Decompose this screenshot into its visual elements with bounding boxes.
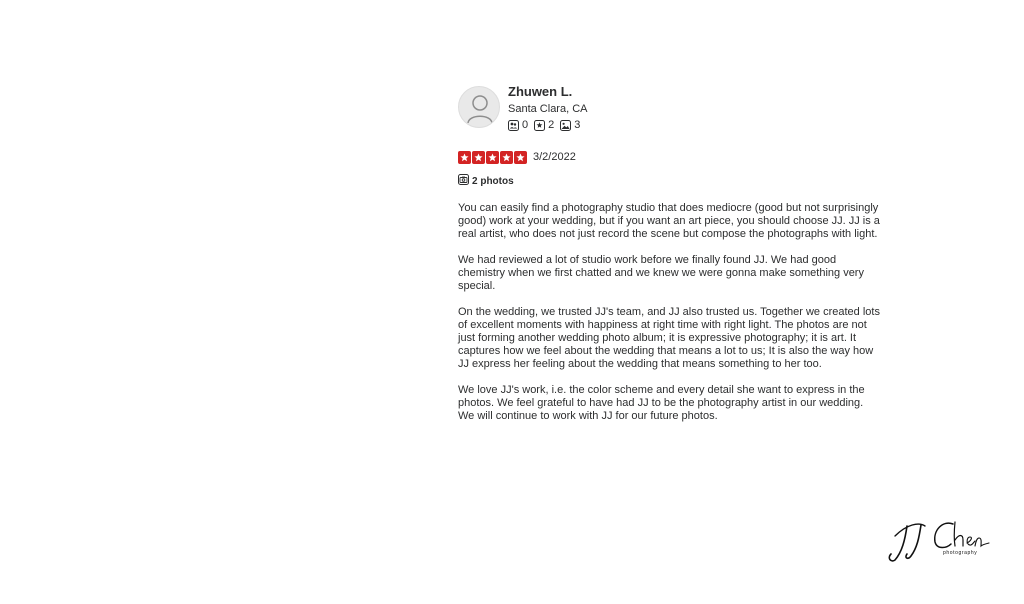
photos-icon [560, 120, 571, 131]
logo-caption: photography [943, 550, 978, 556]
reviewer-location: Santa Clara, CA [508, 103, 588, 115]
review-paragraph: You can easily find a photography studio that does mediocre (good but not surprisingly good) work at your wedding, but if you want an art piece, you should choose JJ. JJ is a real artist, who does not just record the scene but compose the photographs with light. [458, 202, 880, 240]
default-avatar-icon[interactable] [458, 86, 500, 128]
star-icon [486, 151, 499, 164]
star-icon [514, 151, 527, 164]
star-icon [472, 151, 485, 164]
jj-chen-photography-logo [885, 518, 993, 564]
review-paragraph: We love JJ's work, i.e. the color scheme and every detail she want to express in the photos. We feel grateful to have had JJ to be the photography artist in our wedding. We will continue to work with JJ for our future photos. [458, 384, 865, 422]
star-icon [458, 151, 471, 164]
photos-link-label: 2 photos [472, 175, 514, 187]
photos-stat [560, 119, 580, 131]
friends-count: 0 [522, 119, 529, 131]
reviewer-name[interactable]: Zhuwen L. [508, 84, 573, 99]
reviews-count: 2 [548, 119, 555, 131]
reviewer-header [458, 84, 882, 130]
review-date: 3/2/2022 [533, 151, 576, 163]
friends-icon [508, 120, 519, 131]
review-paragraph: We had reviewed a lot of studio work before we finally found JJ. We had good chemistry when we first chatted and we knew we were gonna make something very special. [458, 254, 864, 292]
review-paragraph: On the wedding, we trusted JJ's team, and JJ also trusted us. Together we created lots of excellent moments with happiness at right time with right light. The photos are not just forming another wedding photo album; it is expressive photography; it is art. It captures how we feel about the wedding that means a lot to us; It is also the way how JJ express her feeling about the wedding that means something to her too. [458, 306, 880, 370]
reviews-stat [534, 119, 554, 131]
reviews-icon [534, 120, 545, 131]
review-card [458, 84, 882, 436]
review-text [458, 202, 882, 423]
reviewer-stats [508, 119, 580, 131]
friends-stat [508, 119, 528, 131]
review-photos-link[interactable] [458, 174, 882, 188]
photos-count: 3 [574, 119, 581, 131]
camera-icon [458, 174, 469, 188]
star-rating [458, 151, 527, 164]
star-icon [500, 151, 513, 164]
rating-row [458, 150, 882, 164]
